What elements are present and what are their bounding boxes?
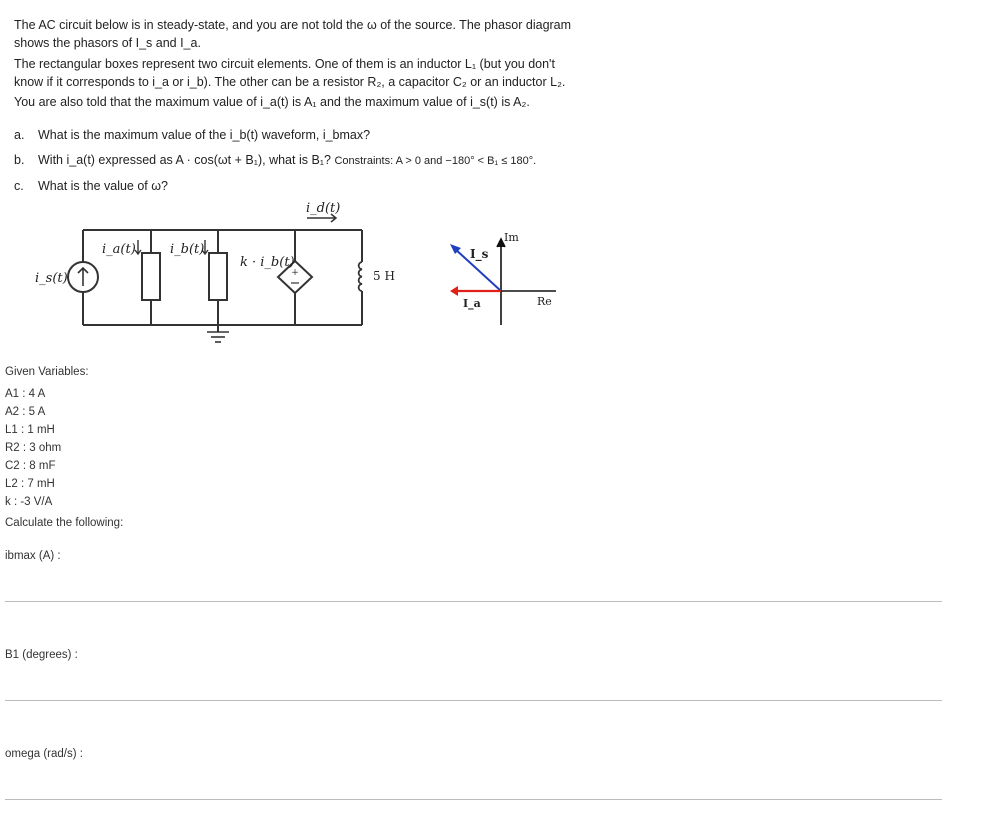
inductor-icon <box>359 262 362 291</box>
given-item: L1 : 1 mH <box>5 424 55 436</box>
b1-label: B1 (degrees) : <box>5 649 78 661</box>
is-phasor-label: I_s <box>470 247 489 261</box>
element-box-a <box>142 253 160 300</box>
question-c-label: c. <box>14 179 24 193</box>
question-a-label: a. <box>14 128 25 142</box>
problem-line-1: The AC circuit below is in steady-state, and you are not told the ω of the source. The phasor diagram <box>14 18 572 32</box>
omega-input[interactable] <box>5 776 946 800</box>
ib-label: i_b(t) <box>170 242 205 257</box>
question-a-text: What is the maximum value of the i_b(t) waveform, i_bmax? <box>38 128 371 142</box>
question-b-text: With i_a(t) expressed as A · cos(ωt + B₁), what is B₁? <box>38 153 331 167</box>
given-item: A2 : 5 A <box>5 406 46 418</box>
id-label: i_d(t) <box>306 201 341 216</box>
omega-underline <box>5 799 942 800</box>
circuit-diagram <box>0 195 400 355</box>
question-b-label: b. <box>14 153 25 167</box>
calc-title: Calculate the following: <box>5 517 124 529</box>
problem-line-4: know if it corresponds to i_a or i_b). The other can be a resistor R₂, a capacitor C₂ or an inductor L₂. <box>14 75 566 89</box>
ia-phasor-label: I_a <box>463 297 481 310</box>
ibmax-underline <box>5 601 942 602</box>
given-item: C2 : 8 mF <box>5 460 56 472</box>
given-item: k : -3 V/A <box>5 496 53 508</box>
ground-icon <box>207 332 229 342</box>
problem-line-3: The rectangular boxes represent two circuit elements. One of them is an inductor L₁ (but you don't <box>14 57 555 71</box>
element-box-b <box>209 253 227 300</box>
b1-input[interactable] <box>5 677 946 701</box>
question-b-constraint: Constraints: A > 0 and −180° < B₁ ≤ 180°. <box>334 155 537 167</box>
ia-label: i_a(t) <box>102 242 136 257</box>
b1-underline <box>5 700 942 701</box>
svg-text:+: + <box>291 268 299 278</box>
omega-label: omega (rad/s) : <box>5 748 83 760</box>
problem-line-2: shows the phasors of I_s and I_a. <box>14 36 201 50</box>
phasor-diagram <box>430 225 570 335</box>
dep-source-label: k · i_b(t) <box>240 255 295 270</box>
inductor-label: 5 H <box>373 269 395 283</box>
given-item: A1 : 4 A <box>5 388 46 400</box>
ibmax-label: ibmax (A) : <box>5 550 61 562</box>
question-b <box>14 153 536 167</box>
problem-line-5: You are also told that the maximum value of i_a(t) is A₁ and the maximum value of i_s(t) is A₂. <box>14 95 530 109</box>
ibmax-input[interactable] <box>5 578 946 602</box>
is-label: i_s(t) <box>35 271 68 286</box>
given-item: R2 : 3 ohm <box>5 442 62 454</box>
given-item: L2 : 7 mH <box>5 478 55 490</box>
question-c-text: What is the value of ω? <box>38 179 168 193</box>
question-a <box>14 128 370 142</box>
given-title: Given Variables: <box>5 366 89 378</box>
im-axis-label: Im <box>504 231 519 244</box>
question-c <box>14 179 168 193</box>
re-axis-label: Re <box>537 295 552 308</box>
